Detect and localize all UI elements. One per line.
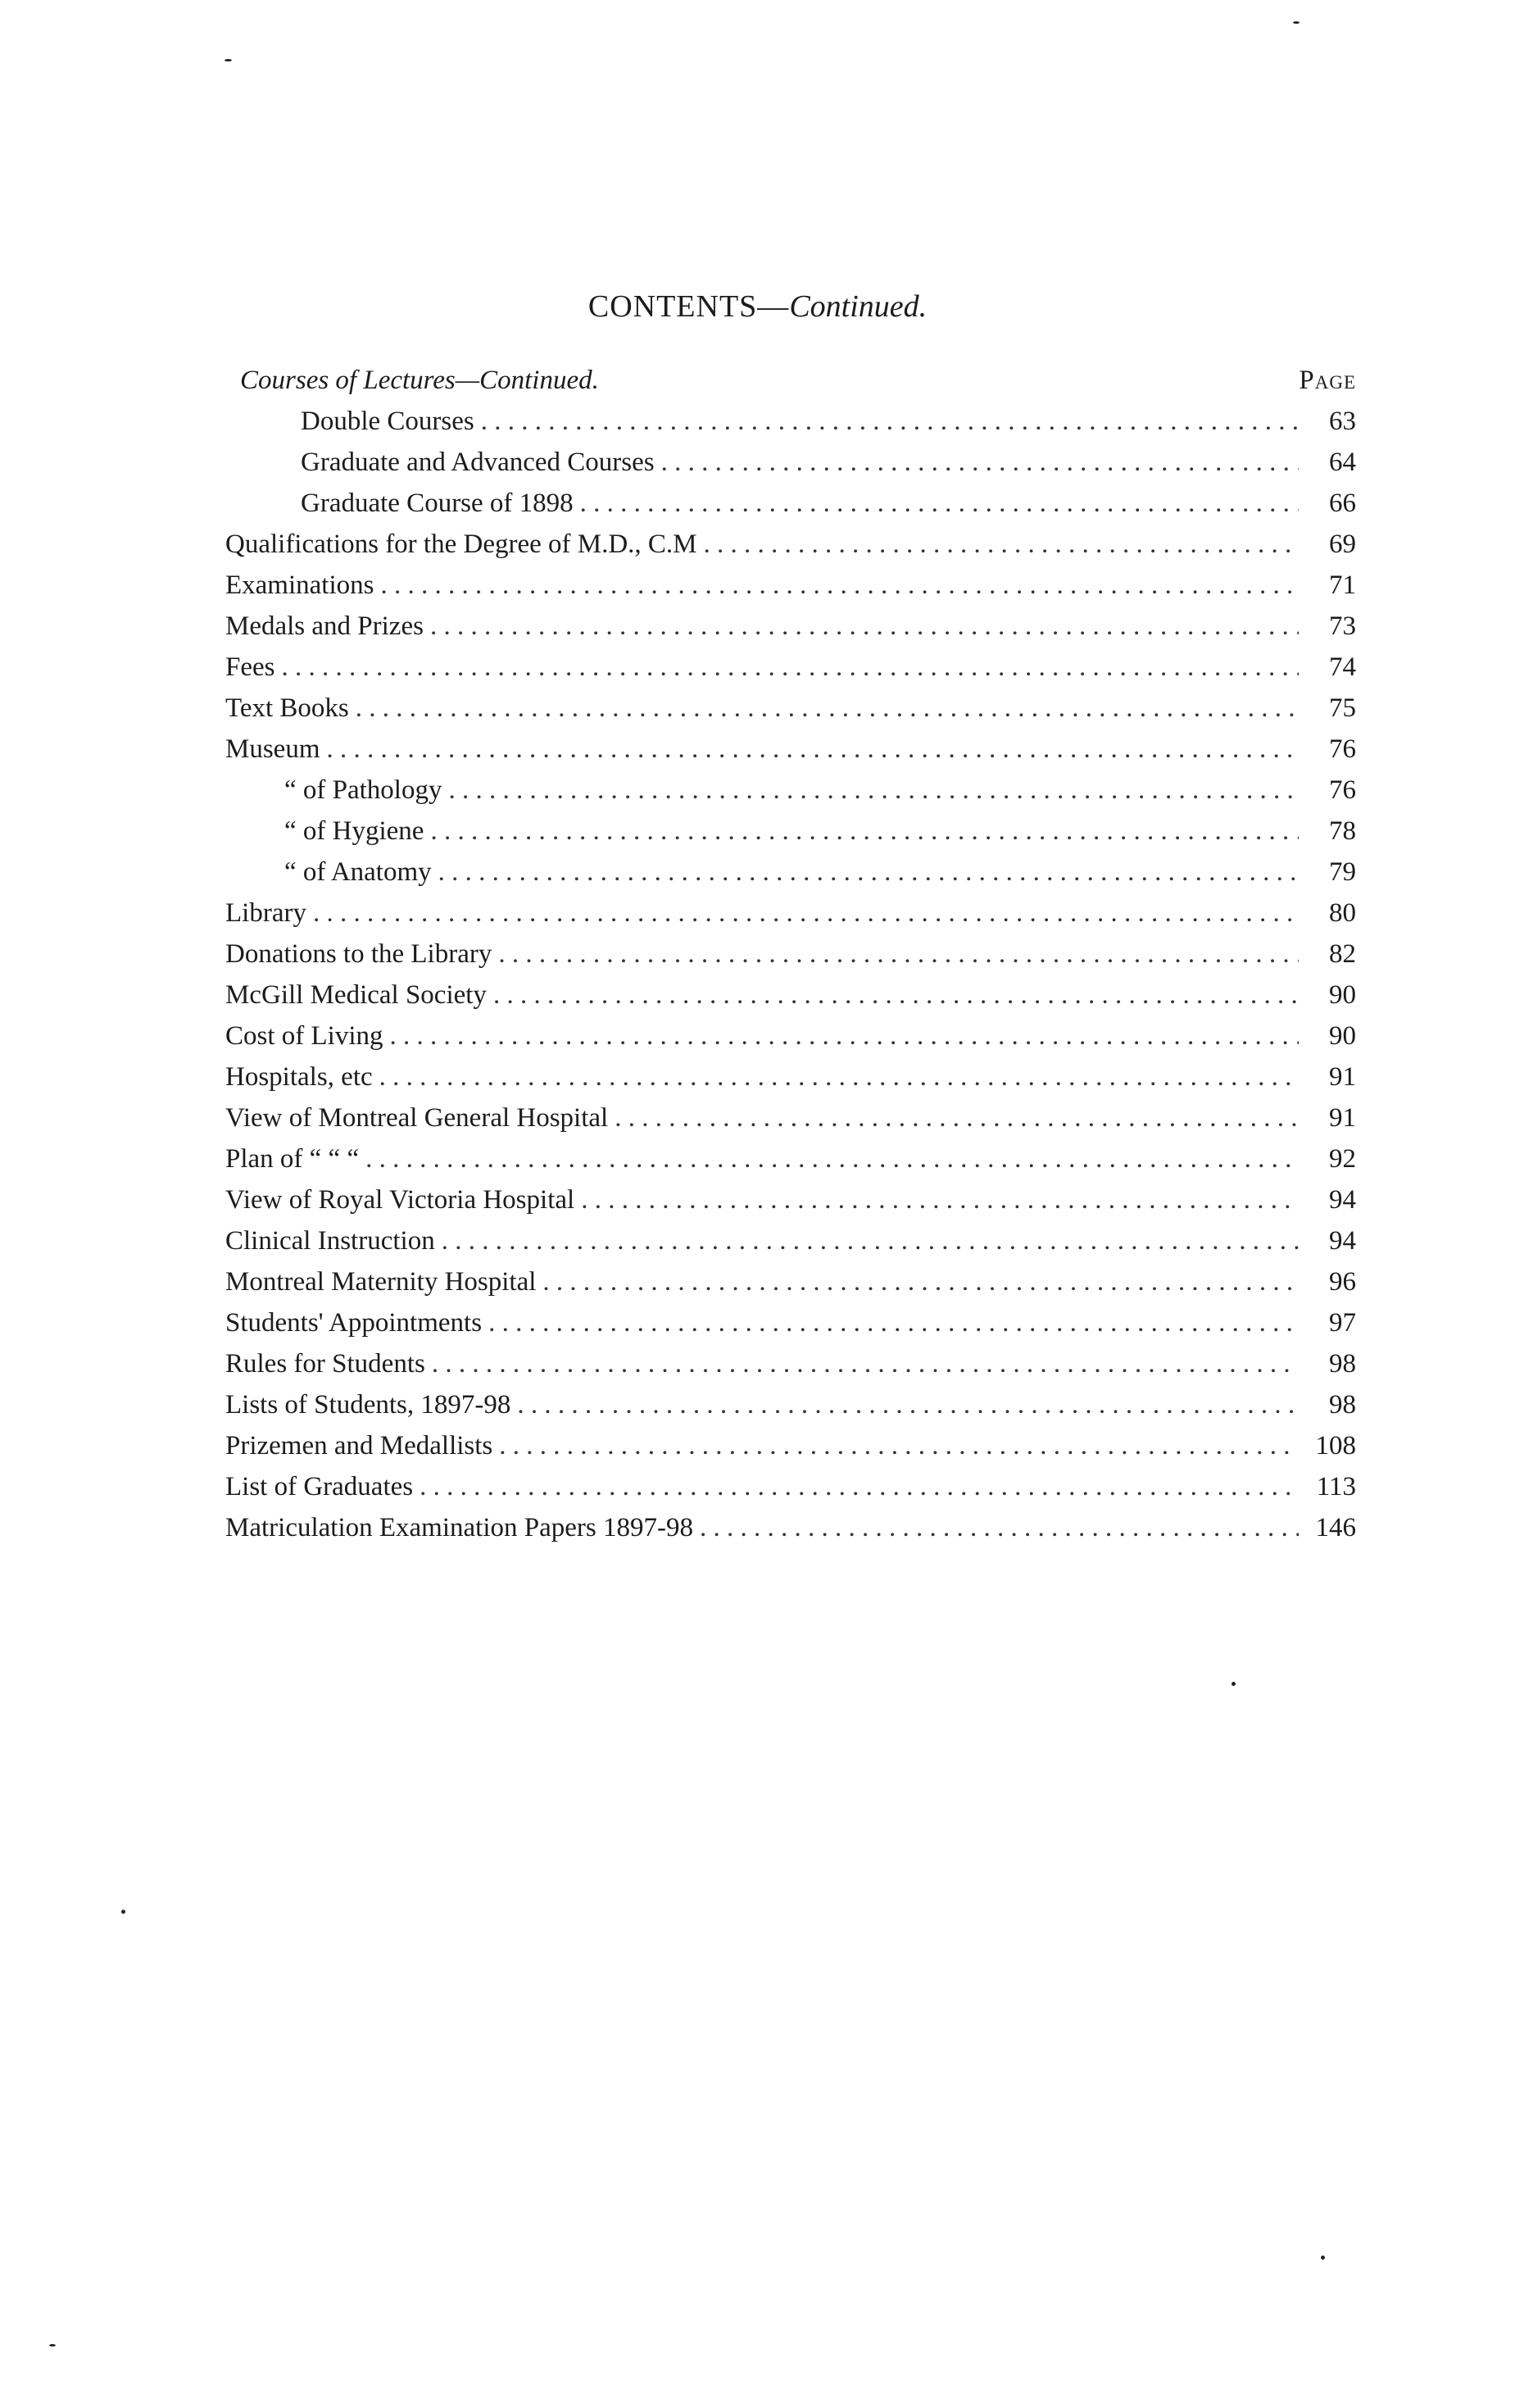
- section-heading: Courses of Lectures—Continued.: [240, 366, 599, 395]
- scan-speck: [1232, 1682, 1236, 1686]
- scan-speck: [1321, 2256, 1325, 2260]
- toc-entry-label: “ of Anatomy: [284, 857, 432, 887]
- toc-entry-label: Medals and Prizes: [225, 611, 424, 641]
- dot-leader: [390, 1021, 1299, 1052]
- toc-entry-label: Museum: [225, 734, 320, 764]
- toc-entry-label: Fees: [225, 652, 275, 682]
- dot-leader: [379, 1062, 1299, 1093]
- toc-entry-page: 75: [1329, 693, 1356, 723]
- toc-entry: [225, 1021, 1356, 1062]
- toc-entry: [225, 1472, 1356, 1513]
- toc-entry: [225, 734, 1356, 775]
- page-title: [0, 289, 1515, 325]
- toc-entry: [225, 693, 1356, 734]
- table-of-contents: [225, 366, 1356, 1554]
- toc-entry: [225, 939, 1356, 980]
- toc-entry-page: 90: [1329, 980, 1356, 1010]
- dot-leader: [365, 1144, 1299, 1174]
- toc-entry-page: 94: [1329, 1226, 1356, 1256]
- toc-entry: [225, 1513, 1356, 1554]
- toc-entry: [225, 898, 1356, 939]
- dot-leader: [700, 1513, 1299, 1543]
- toc-entry-page: 64: [1329, 448, 1356, 477]
- dot-leader: [313, 898, 1299, 929]
- toc-entry-label: McGill Medical Society: [225, 980, 487, 1010]
- toc-entry: [225, 1267, 1356, 1308]
- toc-entry-label: Library: [225, 898, 306, 928]
- toc-entry: [225, 980, 1356, 1021]
- toc-entry-page: 92: [1329, 1144, 1356, 1174]
- toc-entry: [225, 1062, 1356, 1103]
- dot-leader: [420, 1472, 1299, 1502]
- dot-leader: [517, 1390, 1299, 1420]
- toc-entry: [225, 488, 1356, 529]
- toc-entry: [225, 570, 1356, 611]
- toc-entries: [225, 407, 1356, 1554]
- toc-entry-label: Montreal Maternity Hospital: [225, 1267, 537, 1297]
- dot-leader: [356, 693, 1299, 724]
- toc-entry-page: 91: [1329, 1062, 1356, 1092]
- toc-entry-label: Rules for Students: [225, 1349, 425, 1379]
- toc-entry-label: Graduate and Advanced Courses: [301, 448, 655, 477]
- dot-leader: [661, 448, 1299, 478]
- scan-speck: [1293, 21, 1300, 24]
- toc-entry: [225, 1185, 1356, 1226]
- toc-entry-label: View of Royal Victoria Hospital: [225, 1185, 575, 1215]
- toc-entry: [225, 1349, 1356, 1390]
- dot-leader: [282, 652, 1300, 683]
- dot-leader: [542, 1267, 1299, 1297]
- toc-entry-label: Cost of Living: [225, 1021, 383, 1051]
- dot-leader: [499, 1431, 1299, 1461]
- page-title-main: CONTENTS—: [587, 289, 790, 324]
- toc-entry-page: 66: [1329, 488, 1356, 518]
- toc-entry-label: Lists of Students, 1897-98: [225, 1390, 511, 1420]
- dot-leader: [430, 611, 1299, 642]
- toc-entry-label: View of Montreal General Hospital: [225, 1103, 609, 1133]
- toc-entry-label: Clinical Instruction: [225, 1226, 435, 1256]
- toc-entry-page: 108: [1315, 1431, 1356, 1461]
- scan-speck: [49, 2344, 56, 2347]
- dot-leader: [442, 1226, 1299, 1256]
- toc-entry: [225, 1103, 1356, 1144]
- toc-entry-page: 82: [1329, 939, 1356, 969]
- toc-entry-page: 80: [1329, 898, 1356, 928]
- toc-header-row: [225, 366, 1356, 407]
- toc-entry-page: 91: [1329, 1103, 1356, 1133]
- dot-leader: [580, 488, 1299, 519]
- dot-leader: [704, 529, 1299, 560]
- dot-leader: [498, 939, 1299, 970]
- toc-entry: [225, 448, 1356, 488]
- toc-entry-page: 98: [1329, 1349, 1356, 1379]
- toc-entry-label: Examinations: [225, 570, 374, 600]
- dot-leader: [615, 1103, 1299, 1134]
- toc-entry: [225, 857, 1356, 898]
- toc-entry-label: Qualifications for the Degree of M.D., C.M: [225, 529, 697, 559]
- toc-entry-page: 79: [1329, 857, 1356, 887]
- dot-leader: [481, 407, 1299, 437]
- dot-leader: [581, 1185, 1299, 1215]
- toc-entry-page: 63: [1329, 407, 1356, 436]
- dot-leader: [380, 570, 1299, 601]
- toc-entry: [225, 1390, 1356, 1431]
- dot-leader: [327, 734, 1300, 765]
- page-column-label: Page: [1299, 366, 1356, 395]
- toc-entry: [225, 1144, 1356, 1185]
- toc-entry: [225, 529, 1356, 570]
- toc-entry-label: Donations to the Library: [225, 939, 492, 969]
- dot-leader: [448, 775, 1299, 806]
- dot-leader: [430, 816, 1299, 847]
- toc-entry: [225, 816, 1356, 857]
- toc-entry-label: “ of Pathology: [284, 775, 442, 805]
- toc-entry-page: 146: [1315, 1513, 1356, 1542]
- toc-entry-label: Matriculation Examination Papers 1897-98: [225, 1513, 693, 1542]
- dot-leader: [432, 1349, 1299, 1379]
- toc-entry-page: 69: [1329, 529, 1356, 559]
- toc-entry-page: 96: [1329, 1267, 1356, 1297]
- toc-entry-page: 113: [1316, 1472, 1356, 1502]
- toc-entry: [225, 1431, 1356, 1472]
- scan-speck: [121, 1910, 125, 1914]
- toc-entry-label: Double Courses: [301, 407, 474, 436]
- toc-entry-page: 78: [1329, 816, 1356, 846]
- toc-entry-label: “ of Hygiene: [284, 816, 424, 846]
- toc-entry-label: Plan of “ “ “: [225, 1144, 360, 1174]
- toc-entry-label: List of Graduates: [225, 1472, 414, 1502]
- toc-entry: [225, 775, 1356, 816]
- dot-leader: [488, 1308, 1299, 1338]
- page-title-continued: Continued.: [789, 289, 928, 324]
- toc-entry-page: 94: [1329, 1185, 1356, 1215]
- toc-entry: [225, 611, 1356, 652]
- toc-entry: [225, 1226, 1356, 1267]
- toc-entry-page: 97: [1329, 1308, 1356, 1338]
- toc-entry-page: 76: [1329, 775, 1356, 805]
- toc-entry-page: 76: [1329, 734, 1356, 764]
- toc-entry-page: 73: [1329, 611, 1356, 641]
- scan-speck: [225, 59, 232, 61]
- toc-entry-label: Hospitals, etc: [225, 1062, 373, 1092]
- toc-entry-page: 71: [1329, 570, 1356, 600]
- toc-entry-label: Students' Appointments: [225, 1308, 483, 1338]
- toc-entry-label: Graduate Course of 1898: [301, 488, 574, 518]
- dot-leader: [493, 980, 1299, 1011]
- dot-leader: [438, 857, 1299, 888]
- toc-entry: [225, 407, 1356, 448]
- toc-entry-label: Prizemen and Medallists: [225, 1431, 493, 1461]
- toc-entry-page: 74: [1329, 652, 1356, 682]
- toc-entry-page: 98: [1329, 1390, 1356, 1420]
- toc-entry: [225, 1308, 1356, 1349]
- toc-entry-page: 90: [1329, 1021, 1356, 1051]
- toc-entry-label: Text Books: [225, 693, 349, 723]
- toc-entry: [225, 652, 1356, 693]
